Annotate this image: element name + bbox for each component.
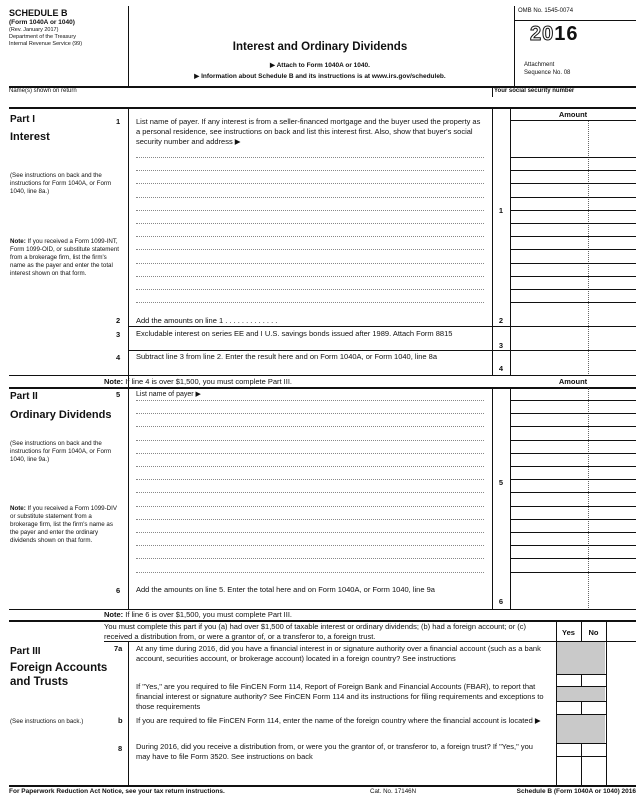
line1-payer-line[interactable] xyxy=(136,302,484,303)
line3-num: 3 xyxy=(116,330,121,339)
no-head: No xyxy=(588,628,599,637)
part1-note-bold: Note: xyxy=(104,377,124,386)
line5-amount-line[interactable] xyxy=(510,572,636,573)
line5-text: List name of payer ▶ xyxy=(136,391,201,398)
line1-amount-line[interactable] xyxy=(510,263,636,264)
line5-payer-line[interactable] xyxy=(136,506,484,507)
line5-amount-line[interactable] xyxy=(510,453,636,454)
line1-payer-line[interactable] xyxy=(136,263,484,264)
part2-side-note: (See instructions on back and the instructions for Form 1040A, or Form 1040, line 9a.) xyxy=(10,440,112,464)
sequence-number: Sequence No. 08 xyxy=(524,70,571,76)
line1-payer-line[interactable] xyxy=(136,276,484,277)
part1-amount-head: Amount xyxy=(558,110,588,119)
schedule-label: SCHEDULE B xyxy=(9,8,68,18)
part1-side-note-2 xyxy=(10,238,120,278)
part1-side-note-bold: Note: xyxy=(10,238,26,245)
line5-amount-line[interactable] xyxy=(510,506,636,507)
line4-amount[interactable] xyxy=(511,351,636,375)
line8-text: During 2016, did you receive a distribution from, or were you the grantor of, or transferor to, a foreign trust? If "Yes," you may have to file Form 3520. See instructions on back xyxy=(136,742,533,761)
part1-note-text: If line 4 is over $1,500, you must complete Part III. xyxy=(123,377,293,386)
line5-amount-line[interactable] xyxy=(510,519,636,520)
line5-payer-line[interactable] xyxy=(136,519,484,520)
line7a-text: At any time during 2016, did you have a financial interest in or signature authority over a financial account (such as a bank account, securities account, or brokerage account) located in a foreign country? See instructions xyxy=(136,644,541,663)
line5-amount-line[interactable] xyxy=(510,426,636,427)
fincen-no-box[interactable] xyxy=(582,702,606,714)
line5-amount-line[interactable] xyxy=(510,532,636,533)
part1-note xyxy=(104,377,292,387)
footer-form-id xyxy=(468,788,636,796)
line1-amount-line[interactable] xyxy=(510,236,636,237)
box4-label: 4 xyxy=(498,364,504,373)
part3-label: Part III xyxy=(10,646,41,657)
line5-num: 5 xyxy=(116,390,121,399)
box6-label: 6 xyxy=(498,597,504,606)
footer-cat: Cat. No. 17146N xyxy=(370,788,417,795)
line5-amount-line[interactable] xyxy=(510,479,636,480)
line1-amount-line[interactable] xyxy=(510,170,636,171)
line1-amount-line[interactable] xyxy=(510,210,636,211)
line1-amount-line[interactable] xyxy=(510,249,636,250)
part2-amount-head: Amount xyxy=(558,377,588,386)
line3-amount[interactable] xyxy=(511,328,636,350)
line4-text: Subtract line 3 from line 2. Enter the result here and on Form 1040A, or Form 1040, line 8a xyxy=(136,352,437,361)
line5-payer-line[interactable] xyxy=(136,426,484,427)
line7a-no-box[interactable] xyxy=(582,674,606,686)
line1-payer-line[interactable] xyxy=(136,157,484,158)
box1-label: 1 xyxy=(498,206,504,215)
line1-amount-line[interactable] xyxy=(510,289,636,290)
box2-label: 2 xyxy=(498,316,504,325)
part3-name: Foreign Accounts and Trusts xyxy=(10,662,108,689)
box5-label: 5 xyxy=(498,478,504,487)
names-field[interactable] xyxy=(9,96,492,106)
line7a-yes-box[interactable] xyxy=(557,674,581,686)
line2-amount[interactable] xyxy=(511,313,636,327)
line5-amount-line[interactable] xyxy=(510,413,636,414)
line1-payer-line[interactable] xyxy=(136,249,484,250)
attachment-label: Attachment xyxy=(524,62,555,68)
line8-yes-box[interactable] xyxy=(557,756,581,768)
tax-year-outline: 20 xyxy=(530,23,555,45)
line1-amount-line[interactable] xyxy=(510,157,636,158)
line3-text: Excludable interest on series EE and I U.S. savings bonds issued after 1989. Attach Form 8815 xyxy=(136,329,453,338)
line1-amount-line[interactable] xyxy=(510,302,636,303)
yes-head: Yes xyxy=(562,628,575,637)
line4-num: 4 xyxy=(116,353,121,362)
line1-text: List name of payer. If any interest is from a seller-financed mortgage and the buyer used the property as a personal residence, see instructions on back and list this interest first. Also, show that buyer's social security number and address ▶ xyxy=(136,117,481,146)
line5-payer-line[interactable] xyxy=(136,440,484,441)
line5-payer-line[interactable] xyxy=(136,413,484,414)
line5-payer-line[interactable] xyxy=(136,532,484,533)
line5-amount-line[interactable] xyxy=(510,545,636,546)
part1-side-note-text: If you received a Form 1099-INT, Form 1099-OID, or substitute statement from a brokerage firm, list the firm's name as the payer and enter the total interest shown on that form. xyxy=(10,238,120,278)
line1-amount-line[interactable] xyxy=(510,197,636,198)
line5-amount-line[interactable] xyxy=(510,558,636,559)
line6-amount[interactable] xyxy=(511,584,636,608)
line8-num: 8 xyxy=(118,744,123,753)
line5-amount-line[interactable] xyxy=(510,440,636,441)
line5-payer-line[interactable] xyxy=(136,453,484,454)
page-title: Interest and Ordinary Dividends xyxy=(232,41,408,53)
line1-payer-line[interactable] xyxy=(136,236,484,237)
foreign-country-input[interactable] xyxy=(240,725,540,735)
line1-payer-line[interactable] xyxy=(136,170,484,171)
department: Department of the Treasury xyxy=(9,33,76,40)
footer-paperwork-text: For Paperwork Reduction Act Notice, see your tax return instructions. xyxy=(9,788,225,795)
line1-amount-line[interactable] xyxy=(510,276,636,277)
line6-text: Add the amounts on line 5. Enter the total here and on Form 1040A, or Form 1040, line 9a xyxy=(136,585,435,594)
fincen-yes-box[interactable] xyxy=(557,702,581,714)
line5-amount-line[interactable] xyxy=(510,400,636,401)
attach-instruction: ▶ Attach to Form 1040A or 1040. xyxy=(270,62,370,69)
part3-side-note: (See instructions on back.) xyxy=(10,718,84,725)
part2-side-note-text: If you received a Form 1099-DIV or substitute statement from a brokerage firm, list the firm's name as the payer and enter the ordinary dividends shown on that form. xyxy=(10,505,117,545)
info-instruction: ▶ Information about Schedule B and its instructions is at www.irs.gov/scheduleb. xyxy=(194,73,446,80)
tax-year xyxy=(530,22,579,47)
line5-payer-line[interactable] xyxy=(136,400,484,401)
part1-side-note: (See instructions on back and the instructions for Form 1040A, or Form 1040, line 8a.) xyxy=(10,172,112,196)
line1-payer-line[interactable] xyxy=(136,210,484,211)
line5-payer-line[interactable] xyxy=(136,479,484,480)
box3-label: 3 xyxy=(498,341,504,350)
line7b-num: b xyxy=(118,716,123,725)
line1-amount-line[interactable] xyxy=(510,183,636,184)
irs: Internal Revenue Service (99) xyxy=(9,40,83,47)
part1-name: Interest xyxy=(10,131,50,143)
part1-label: Part I xyxy=(10,114,36,125)
part2-note-bold: Note: xyxy=(104,610,124,619)
line1-payer-line[interactable] xyxy=(136,183,484,184)
form-identity xyxy=(9,8,127,47)
ssn-field[interactable] xyxy=(494,96,636,106)
form-ref: (Form 1040A or 1040) xyxy=(9,19,75,27)
line1-payer-line[interactable] xyxy=(136,289,484,290)
line8-no-box[interactable] xyxy=(582,756,606,768)
footer-paperwork xyxy=(9,788,225,796)
line7b-text: If you are required to file FinCEN Form 114, enter the name of the foreign country where the financial account is located ▶ xyxy=(136,716,541,725)
line6-num: 6 xyxy=(116,586,121,595)
part2-note-text: If line 6 is over $1,500, you must complete Part III. xyxy=(123,610,293,619)
line1-payer-line[interactable] xyxy=(136,197,484,198)
line2-num: 2 xyxy=(116,316,121,325)
line1-num: 1 xyxy=(116,117,121,126)
line5-payer-line[interactable] xyxy=(136,572,484,573)
tax-year-bold: 16 xyxy=(554,23,579,45)
part2-name: Ordinary Dividends xyxy=(10,409,112,421)
names-label: Name(s) shown on return xyxy=(9,88,77,94)
part2-side-note-2 xyxy=(10,505,120,545)
line7b-shade xyxy=(557,715,605,743)
footer-form-id-text: Schedule B (Form 1040A or 1040) 2016 xyxy=(516,788,636,795)
line5-amount-line[interactable] xyxy=(510,466,636,467)
line2-text: Add the amounts on line 1 . . xyxy=(136,316,486,326)
line5-payer-line[interactable] xyxy=(136,492,484,493)
line5-payer-line[interactable] xyxy=(136,545,484,546)
line7a-fincen-shade xyxy=(557,687,605,701)
line7a-shade xyxy=(557,642,605,674)
part2-note xyxy=(104,610,292,620)
line5-amount-line[interactable] xyxy=(510,492,636,493)
line5-payer-line[interactable] xyxy=(136,466,484,467)
ssn-label: Your social security number xyxy=(494,88,575,94)
part2-side-note-bold: Note: xyxy=(10,505,26,512)
line7a-num: 7a xyxy=(114,644,123,653)
line5-payer-line[interactable] xyxy=(136,558,484,559)
revision: (Rev. January 2017) xyxy=(9,27,59,34)
omb-number: OMB No. 1545-0074 xyxy=(518,8,574,14)
line7a-fincen-text: If "Yes," are you required to file FinCEN Form 114, Report of Foreign Bank and Financial Accounts (FBAR), to report that financial interest or signature authority? See FinCEN Form 114 and its instructions for filing requirements and exceptions to those requirements xyxy=(136,682,544,711)
part3-intro: You must complete this part if you (a) had over $1,500 of taxable interest or ordinary dividends; (b) had a foreign account; or (c) received a distribution from, or were a grantor of, or a transferor to, a foreign trust. xyxy=(104,622,527,641)
line1-payer-line[interactable] xyxy=(136,223,484,224)
line1-amount-line[interactable] xyxy=(510,223,636,224)
part2-label: Part II xyxy=(10,391,38,402)
